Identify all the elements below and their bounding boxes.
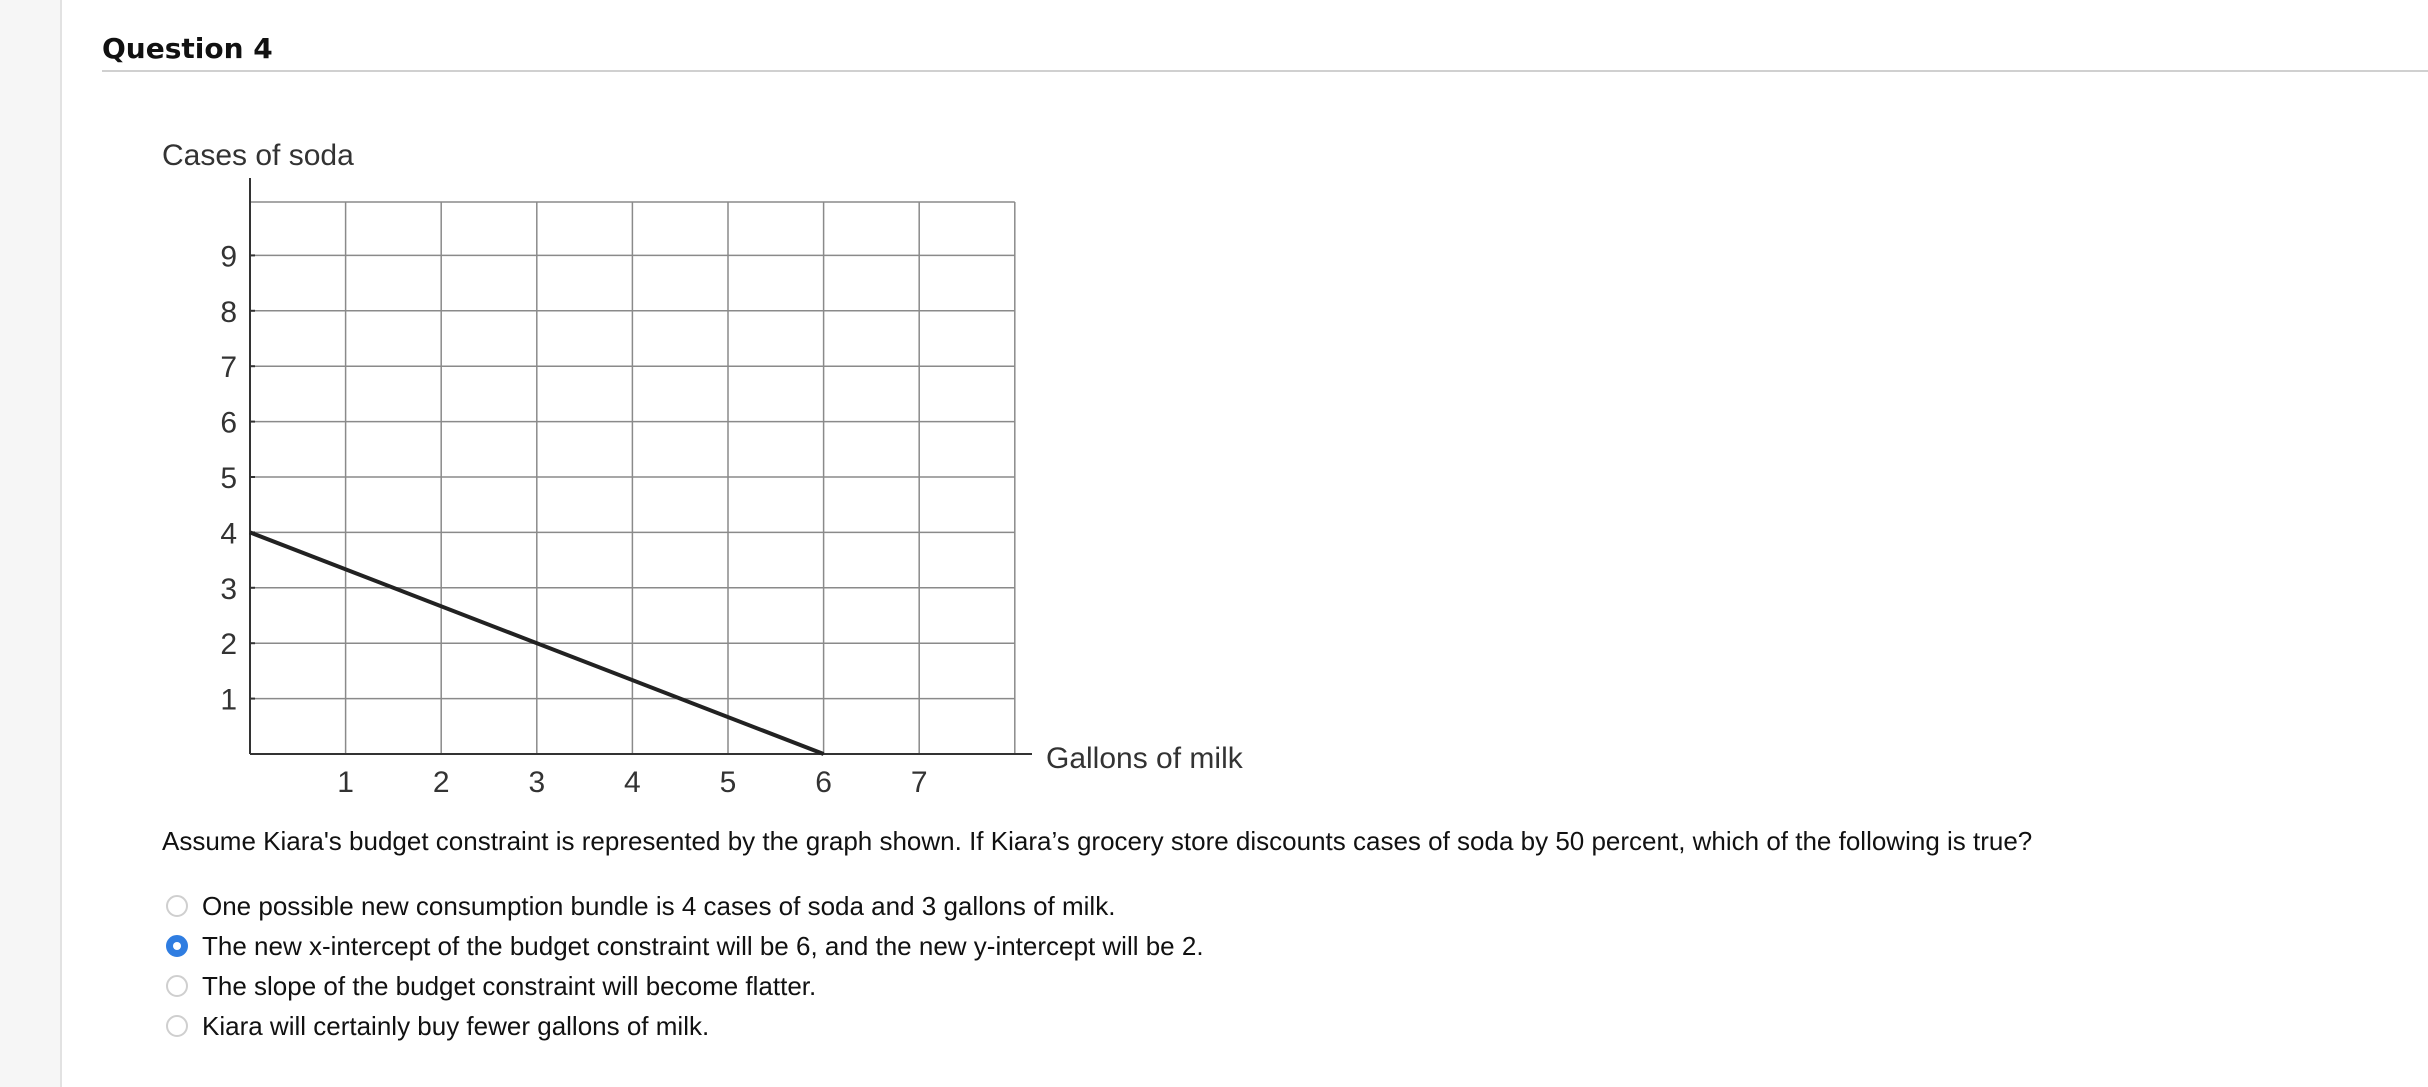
radio-button[interactable] (166, 935, 188, 957)
y-tick-label: 6 (220, 406, 237, 440)
y-tick-label: 9 (220, 240, 237, 274)
answer-options (166, 886, 1204, 1046)
answer-option-1[interactable] (166, 886, 1204, 926)
chart-grid (250, 202, 1015, 754)
x-tick-label: 7 (910, 766, 928, 799)
question-prompt: Assume Kiara's budget constraint is represented by the graph shown. If Kiara’s grocery store discounts cases of soda by 50 percent, which of the following is true? (162, 826, 2033, 856)
x-tick-label: 6 (815, 766, 832, 799)
answer-option-2[interactable] (166, 926, 1204, 966)
answer-option-4[interactable] (166, 1006, 1204, 1046)
y-tick-label: 8 (220, 295, 237, 329)
answer-option-3[interactable] (166, 966, 1204, 1006)
chart-axes (250, 178, 1032, 754)
x-tick-label: 1 (337, 766, 354, 799)
x-tick-label: 5 (719, 766, 737, 799)
radio-button[interactable] (166, 975, 188, 997)
y-tick-label: 4 (220, 517, 237, 551)
y-tick-label: 1 (220, 683, 237, 717)
radio-button[interactable] (166, 1015, 188, 1037)
x-tick-label: 3 (528, 766, 546, 799)
answer-option-label[interactable]: One possible new consumption bundle is 4 cases of soda and 3 gallons of milk. (202, 890, 1116, 921)
x-tick-labels (337, 766, 927, 799)
y-tick-label: 3 (220, 572, 237, 606)
y-tick-label: 5 (220, 462, 237, 495)
answer-option-label[interactable]: Kiara will certainly buy fewer gallons of milk. (202, 1010, 710, 1041)
y-tick-label: 2 (220, 628, 237, 662)
radio-button[interactable] (166, 895, 188, 917)
answer-option-label[interactable]: The slope of the budget constraint will become flatter. (202, 970, 817, 1001)
y-axis-label: Cases of soda (162, 139, 354, 172)
question-title: Question 4 (102, 32, 273, 65)
answer-option-label[interactable]: The new x-intercept of the budget constraint will be 6, and the new y-intercept will be 2. (202, 930, 1204, 961)
x-axis-label: Gallons of milk (1046, 742, 1243, 775)
budget-constraint-chart (0, 0, 1300, 810)
x-tick-label: 4 (624, 766, 641, 799)
x-tick-label: 2 (432, 766, 450, 799)
y-tick-label: 7 (220, 351, 237, 385)
